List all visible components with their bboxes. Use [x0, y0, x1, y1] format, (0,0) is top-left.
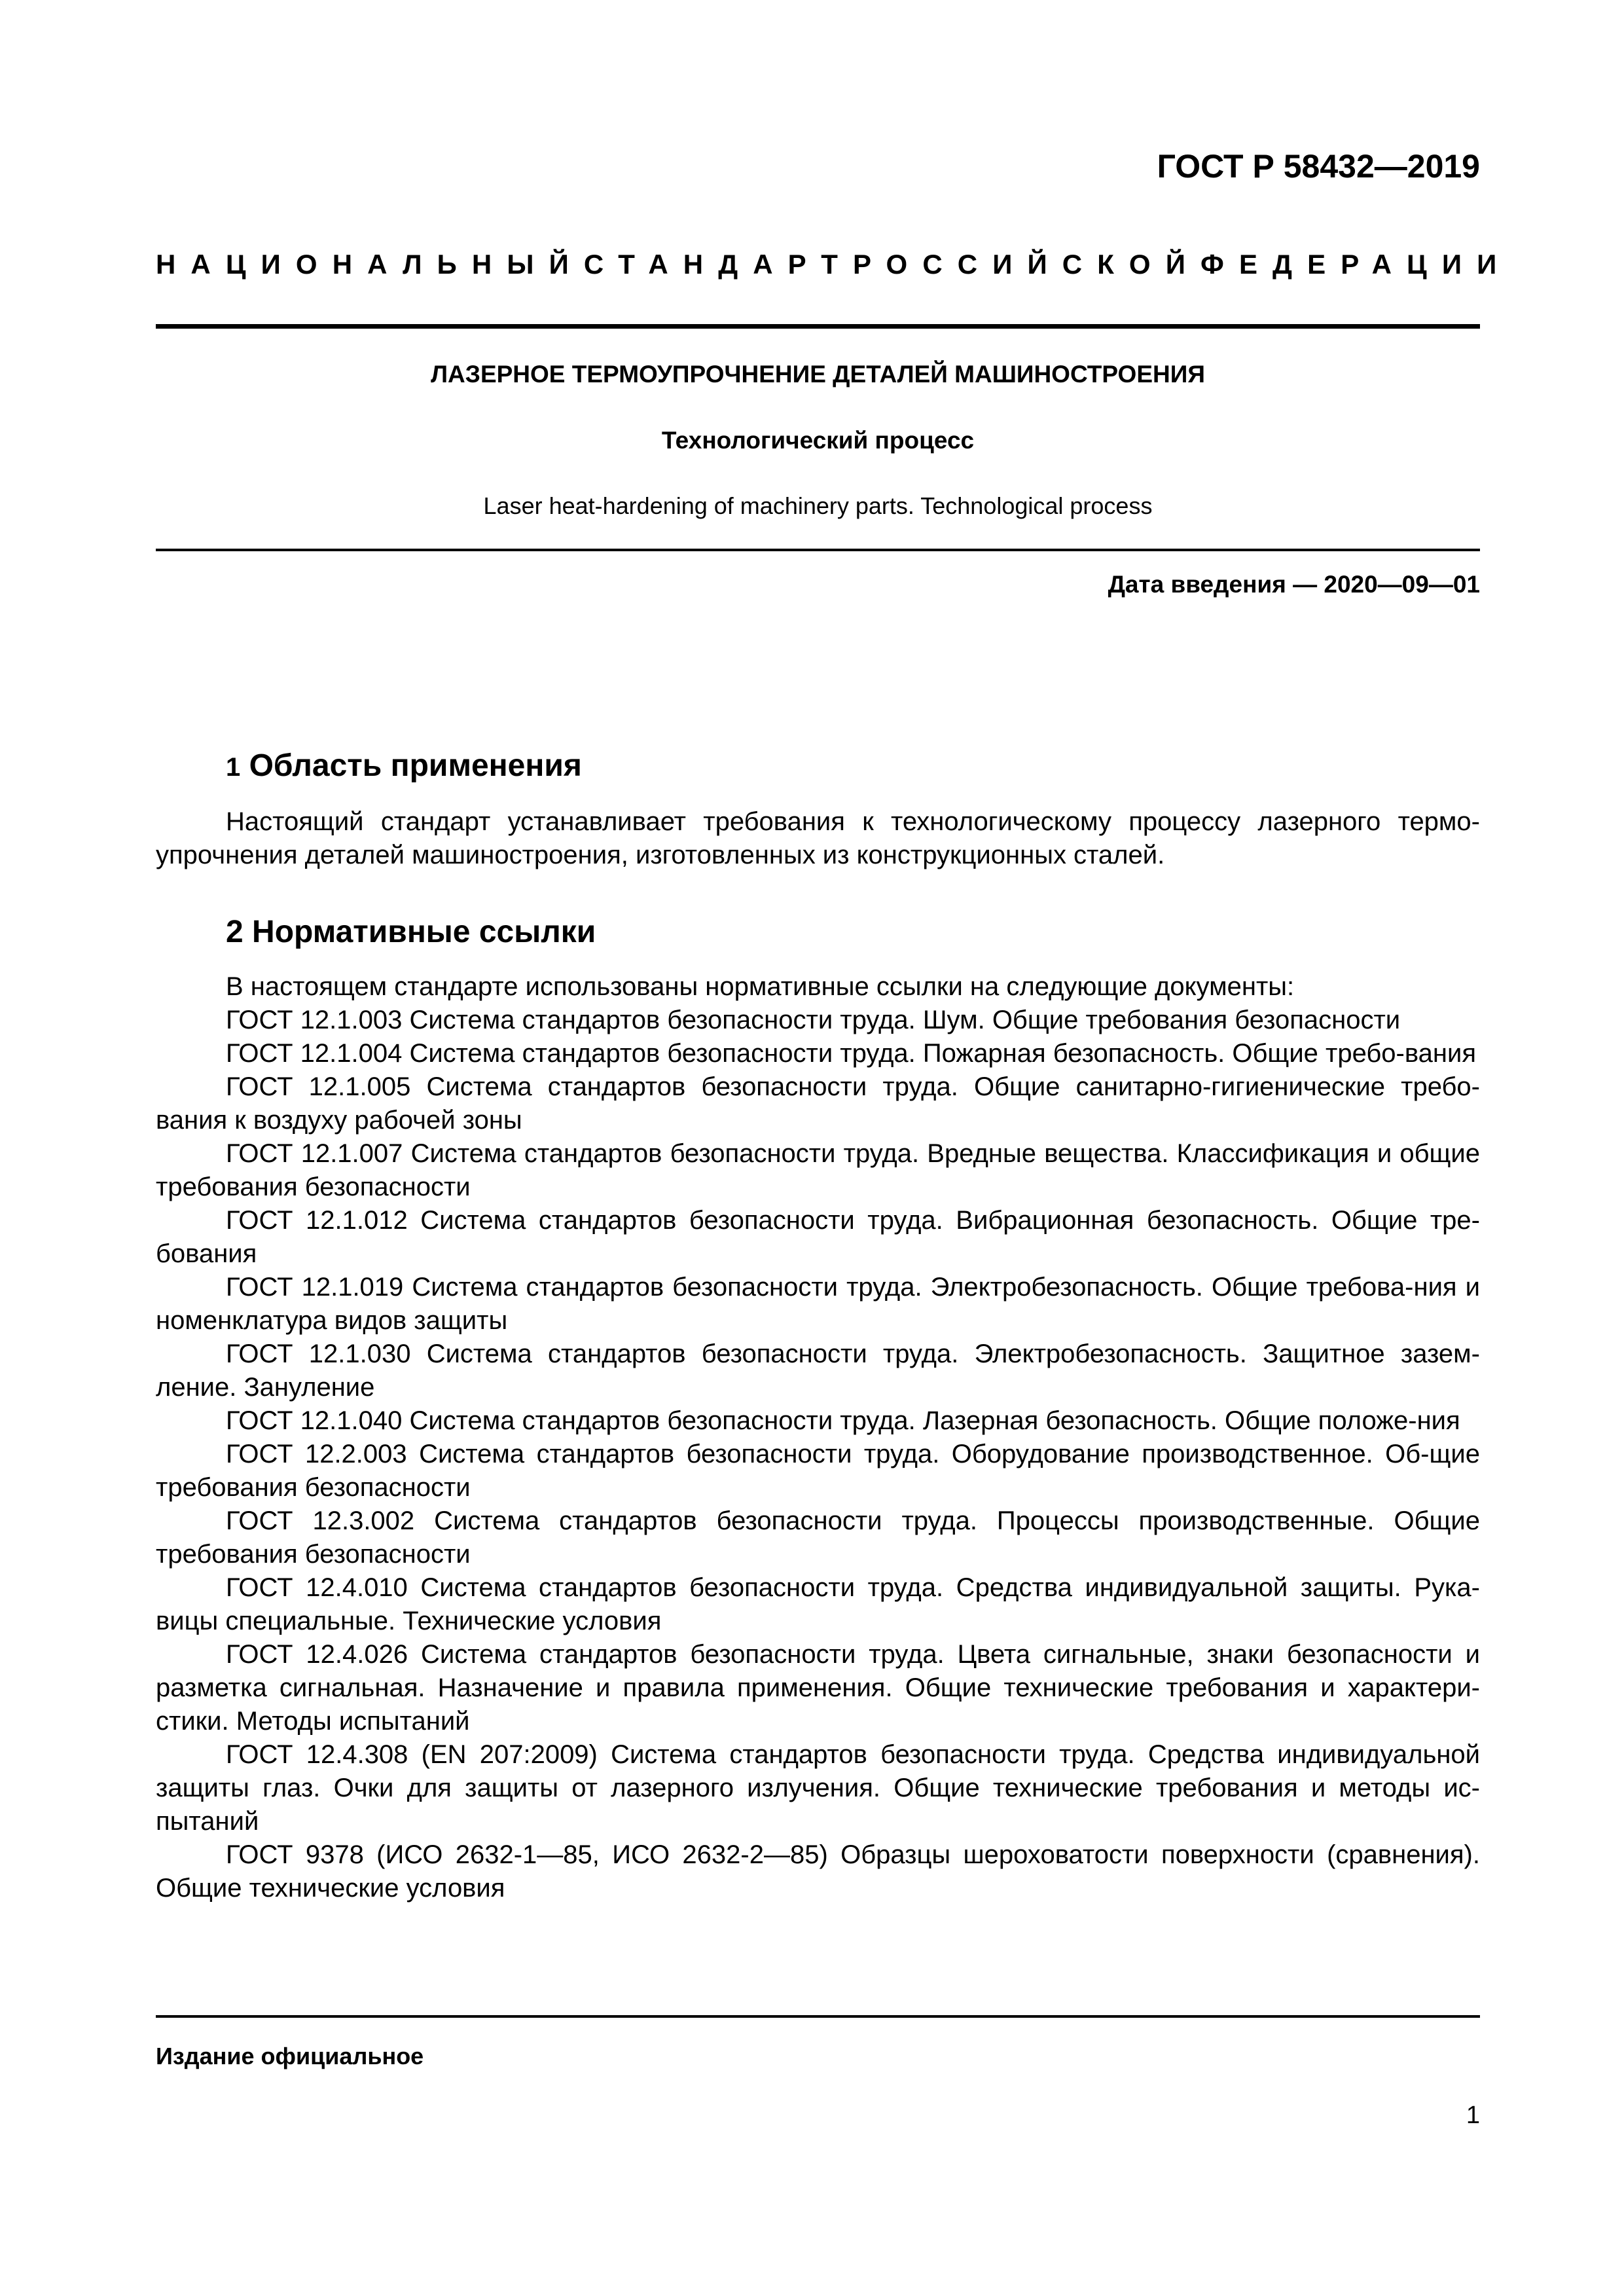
standard-code: ГОСТ Р 58432—2019: [1157, 148, 1480, 185]
section-number: 2: [226, 915, 244, 949]
reference-item: ГОСТ 12.4.010 Система стандартов безопасности труда. Средства индивидуальной защиты. Рука-вицы специальные. Технические условия: [156, 1573, 1480, 1635]
reference-item: ГОСТ 12.4.026 Система стандартов безопасности труда. Цвета сигнальные, знаки безопасности и разметка сигнальная. Назначение и правила применения. Общие технические требования и характери-стики. Методы испытаний: [156, 1640, 1480, 1736]
header-word: НАЦИОНАЛЬНЫЙ: [156, 249, 584, 280]
section-title: Нормативные ссылки: [252, 915, 596, 949]
introduction-date: Дата введения — 2020—09—01: [1108, 571, 1480, 598]
reference-item: ГОСТ 12.1.005 Система стандартов безопасности труда. Общие санитарно-гигиенические требо-вания к воздуху рабочей зоны: [156, 1072, 1480, 1135]
reference-item: ГОСТ 12.3.002 Система стандартов безопасности труда. Процессы производственные. Общие требования безопасности: [156, 1506, 1480, 1569]
header-word: СТАНДАРТ: [583, 249, 853, 280]
reference-item: ГОСТ 12.2.003 Система стандартов безопасности труда. Оборудование производственное. Об-щие требования безопасности: [156, 1440, 1480, 1502]
reference-item: ГОСТ 12.1.030 Система стандартов безопасности труда. Электробезопасность. Защитное зазем-ление. Зануление: [156, 1339, 1480, 1402]
paragraph: В настоящем стандарте использованы нормативные ссылки на следующие документы:: [226, 972, 1295, 1001]
edition-label: Издание официальное: [156, 2043, 424, 2069]
section-title: Область применения: [249, 748, 582, 783]
section-heading-scope: [226, 748, 582, 784]
footer-divider: [156, 2015, 1480, 2018]
section-heading-references: [226, 914, 596, 950]
reference-item: ГОСТ 12.4.308 (EN 207:2009) Система стандартов безопасности труда. Средства индивидуальной защиты глаз. Очки для защиты от лазерного излучения. Общие технические требования и методы ис-пытаний: [156, 1740, 1480, 1836]
document-subtitle: Технологический процесс: [661, 427, 975, 454]
reference-item: ГОСТ 12.1.003 Система стандартов безопасности труда. Шум. Общие требования безопасности: [226, 1006, 1401, 1034]
reference-item: ГОСТ 12.1.040 Система стандартов безопасности труда. Лазерная безопасность. Общие положе-ния: [226, 1406, 1460, 1435]
section-number: 1: [226, 753, 241, 782]
page-number: 1: [1466, 2102, 1480, 2129]
reference-item: ГОСТ 12.1.004 Система стандартов безопасности труда. Пожарная безопасность. Общие требо-вания: [226, 1039, 1476, 1068]
document-title-english: Laser heat-hardening of machinery parts. Technological process: [483, 492, 1153, 519]
header-word: ФЕДЕРАЦИИ: [1200, 249, 1512, 280]
reference-item: ГОСТ 12.1.007 Система стандартов безопасности труда. Вредные вещества. Классификация и общие требования безопасности: [156, 1139, 1480, 1201]
header-divider: [156, 324, 1480, 329]
reference-item: ГОСТ 12.1.012 Система стандартов безопасности труда. Вибрационная безопасность. Общие тре-бования: [156, 1206, 1480, 1268]
paragraph: Настоящий стандарт устанавливает требования к технологическому процессу лазерного термо-упрочнения деталей машиностроения, изготовленных из конструкционных сталей.: [156, 807, 1480, 869]
reference-item: ГОСТ 12.1.019 Система стандартов безопасности труда. Электробезопасность. Общие требова-ния и номенклатура видов защиты: [156, 1273, 1480, 1335]
national-standard-header: [156, 249, 1512, 280]
section-body-references: [156, 970, 1480, 1905]
section-body-scope: [156, 805, 1480, 872]
document-title: ЛАЗЕРНОЕ ТЕРМОУПРОЧНЕНИЕ ДЕТАЛЕЙ МАШИНОСТРОЕНИЯ: [431, 361, 1205, 388]
header-word: РОССИЙСКОЙ: [853, 249, 1200, 280]
reference-item: ГОСТ 9378 (ИСО 2632-1—85, ИСО 2632-2—85) Образцы шероховатости поверхности (сравнения). Общие технические условия: [156, 1840, 1480, 1903]
title-divider: [156, 549, 1480, 551]
